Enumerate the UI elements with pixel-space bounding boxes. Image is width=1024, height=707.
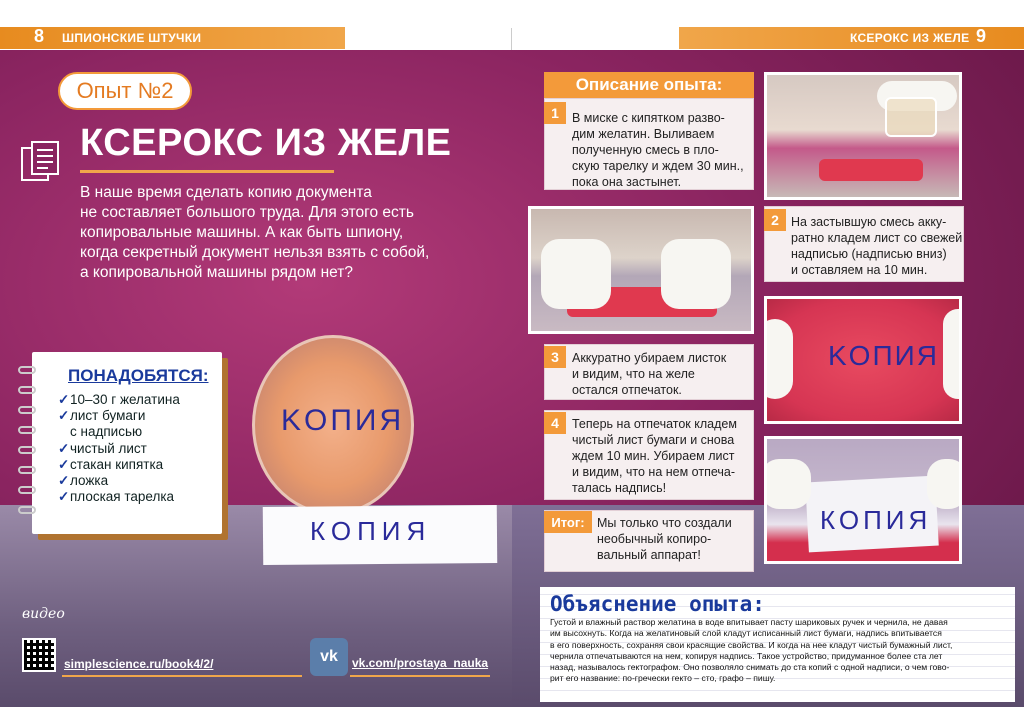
right-section-title: КСЕРОКС ИЗ ЖЕЛЕ (850, 31, 970, 45)
list-item: ✓10–30 г желатина (58, 392, 180, 407)
notebook-ring (18, 426, 36, 434)
list-item: ✓плоская тарелка (58, 489, 175, 505)
vk-icon[interactable]: vk (310, 638, 348, 676)
documents-icon (18, 138, 68, 188)
notebook-ring (18, 506, 36, 514)
vk-underline (350, 675, 490, 677)
vk-link[interactable]: vk.com/prostaya_nauka (352, 656, 489, 670)
video-label: видео (22, 606, 65, 622)
experiment-badge: Опыт №2 (58, 72, 192, 110)
notebook-ring (18, 486, 36, 494)
photo-pouring-gelatin (764, 72, 962, 200)
book-link[interactable]: simplescience.ru/book4/2/ (64, 657, 214, 671)
materials-title: ПОНАДОБЯТСЯ: (68, 366, 209, 385)
step-text: Аккуратно убираем листок и видим, что на желе остался отпечаток. (572, 351, 727, 397)
list-item: ✓лист бумаги (58, 408, 146, 424)
intro-line: когда секретный документ нельзя взять с собой, (80, 244, 430, 261)
right-page-number: 9 (976, 26, 987, 46)
page-title: КСЕРОКС ИЗ ЖЕЛЕ (80, 122, 452, 164)
photo-placing-sheet (528, 206, 754, 334)
list-item: ✓стакан кипятка (58, 456, 164, 472)
paper-sheet-text: КОПИЯ (310, 516, 432, 546)
step-number: 2 (764, 209, 786, 231)
left-section-title: ШПИОНСКИЕ ШТУЧКИ (62, 31, 202, 45)
notebook-ring (18, 466, 36, 474)
intro-line: а копировальной машины рядом нет? (80, 264, 353, 281)
check-icon: ✓ (58, 392, 70, 407)
check-icon: ✓ (58, 489, 70, 505)
result-text: Мы только что создали необычный копиро- вальный аппарат! (597, 516, 732, 562)
step-text: Теперь на отпечаток кладем чистый лист бумаги и снова ждем 10 мин. Убираем лист и видим, что на нем отпеча- талась надпись! (572, 417, 737, 495)
step-number: 1 (544, 102, 566, 124)
intro-text (80, 183, 450, 283)
intro-line: копировальные машины. А как быть шпиону, (80, 224, 404, 241)
check-icon: ✓ (58, 473, 70, 489)
materials-list (58, 392, 180, 505)
notebook-ring (18, 386, 36, 394)
list-item: ✓ложка (58, 473, 109, 489)
step-text: В миске с кипятком разво- дим желатин. Выливаем полученную смесь в пло- скую тарелку и ждем 30 мин., пока она застынет. (572, 111, 744, 189)
title-underline (80, 170, 334, 173)
photo-imprint-text: KOПИЯ (828, 340, 939, 371)
photo-copied-sheet (764, 436, 962, 564)
notebook-ring (18, 366, 36, 374)
intro-line: не составляет большого труда. Для этого есть (80, 204, 414, 221)
spine-divider (511, 28, 512, 50)
qr-code[interactable] (22, 638, 56, 672)
photo-copy-text: КОПИЯ (820, 505, 932, 535)
plate-imprint-text: KOПИЯ (281, 404, 405, 437)
check-icon: ✓ (58, 408, 70, 424)
description-title: Описание опыта: (544, 72, 754, 98)
notebook-ring (18, 446, 36, 454)
link-underline (62, 675, 302, 677)
check-icon: ✓ (58, 456, 70, 472)
step-text: На застывшую смесь акку- ратно кладем лист со свежей надписью (надписью вниз) и оставляем на 10 мин. (791, 215, 963, 277)
notebook-ring (18, 406, 36, 414)
list-item: ✓чистый лист (58, 440, 147, 456)
step-number: 3 (544, 346, 566, 368)
result-label: Итог: (544, 511, 592, 533)
explanation-text: Густой и влажный раствор желатина в воде впитывает пасту шариковых ручек и чернила, не давая им высохнуть. Когда на желатиновый слой кладут исписанный лист бумаги, надпись впитывается в его поверхность, сохраняя свои красящие свойства. И когда на нее кладут чистый бумажный лист, чернила отпечатываются на нем, копируя надпись. Такое устройство, придуманное более ста лет назад, называлось гектографом. Оно позволяло снимать до ста копий с одной надписи, о чем гово- рит его название: по-гречески гекто – сто, графо – пишу. (550, 617, 953, 684)
check-icon: ✓ (58, 440, 70, 456)
left-page-number: 8 (34, 26, 45, 46)
step-number: 4 (544, 412, 566, 434)
intro-line: В наше время сделать копию документа (80, 184, 372, 201)
list-item: с надписью (70, 424, 143, 440)
explanation-title: Объяснение опыта: (550, 592, 765, 616)
